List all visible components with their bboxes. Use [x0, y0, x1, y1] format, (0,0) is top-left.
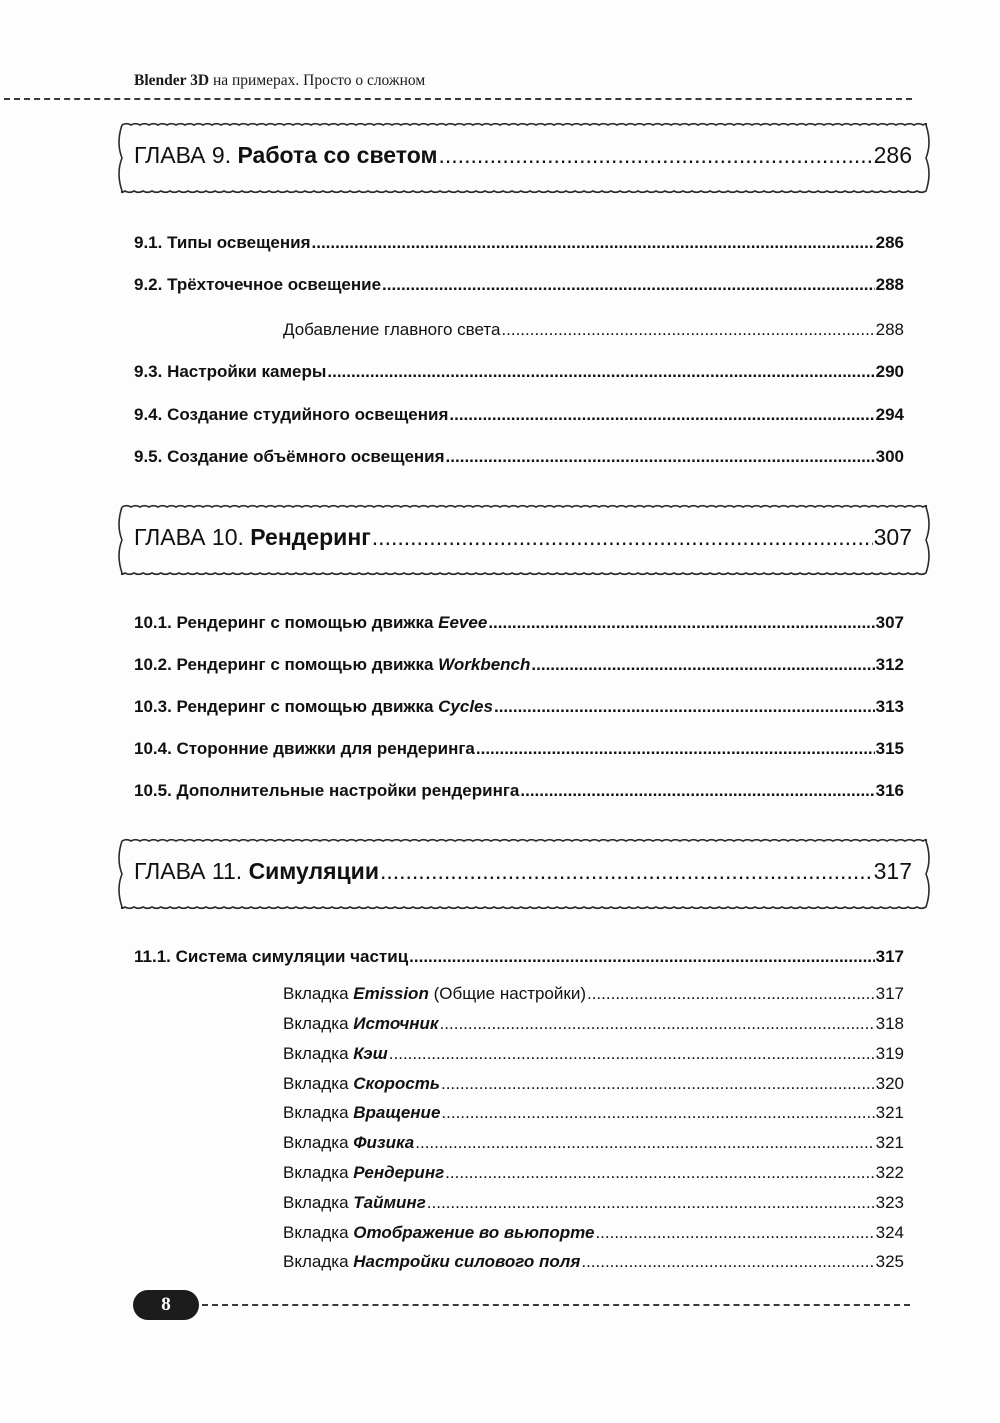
toc-subentry[interactable] [283, 1044, 904, 1064]
toc-entry[interactable] [134, 362, 904, 382]
dot-leader [382, 275, 875, 295]
dot-leader [389, 1044, 875, 1064]
toc-entry[interactable] [134, 781, 904, 801]
entry-page: 294 [875, 405, 904, 424]
entry-page: 325 [875, 1252, 904, 1271]
page-number-badge: 8 [133, 1290, 199, 1320]
entry-title: 9.1. Типы освещения [134, 233, 311, 252]
tab-name: Рендеринг [353, 1163, 445, 1182]
entry-page: 315 [875, 739, 904, 758]
entry-title: Вкладка Отображение во вьюпорте [283, 1223, 595, 1242]
entry-title: 11.1. Система симуляции частиц [134, 947, 409, 966]
toc-entry[interactable] [134, 947, 904, 967]
entry-title: 10.5. Дополнительные настройки рендеринга [134, 781, 520, 800]
entry-page: 323 [875, 1193, 904, 1212]
entry-page: 319 [875, 1044, 904, 1063]
toc-subentry[interactable] [283, 984, 904, 1004]
entry-title: 10.4. Сторонние движки для рендеринга [134, 739, 475, 758]
engine-name: Cycles [438, 697, 493, 716]
entry-title: Вкладка Вращение [283, 1103, 441, 1122]
entry-title: Добавление главного света [283, 320, 501, 339]
entry-title: 9.2. Трёхточечное освещение [134, 275, 382, 294]
toc-entry[interactable] [134, 655, 904, 675]
entry-page: 316 [875, 781, 904, 800]
chapter-prefix: ГЛАВА 10. [134, 524, 244, 550]
entry-page: 290 [875, 362, 904, 381]
dot-leader [415, 1133, 874, 1153]
tab-name: Вращение [353, 1103, 441, 1122]
tab-name: Emission [353, 984, 429, 1003]
chapter-title [134, 524, 371, 551]
chapter-9-box[interactable] [118, 120, 930, 196]
dot-leader [441, 1103, 874, 1123]
entry-title: Вкладка Скорость [283, 1074, 440, 1093]
chapter-page: 307 [873, 524, 912, 550]
toc-entry[interactable] [134, 697, 904, 717]
book-title-rest: на примерах. Просто о сложном [212, 72, 426, 89]
chapter-title [134, 858, 379, 885]
toc-subentry[interactable] [283, 1133, 904, 1153]
dot-leader [587, 984, 875, 1004]
dot-leader [476, 739, 875, 759]
chapter-prefix: ГЛАВА 11. [134, 858, 243, 884]
dot-leader [312, 233, 875, 253]
chapter-prefix: ГЛАВА 9. [134, 142, 232, 168]
entry-title: Вкладка Кэш [283, 1044, 388, 1063]
tab-name: Настройки силового поля [353, 1252, 581, 1271]
toc-entry[interactable] [134, 405, 904, 425]
dot-leader [449, 405, 874, 425]
toc-subentry[interactable] [283, 320, 904, 340]
dot-leader [581, 1252, 874, 1272]
chapter-10-heading [134, 524, 912, 551]
footer-dashed-rule [202, 1304, 910, 1306]
entry-page: 300 [875, 447, 904, 466]
entry-title: 9.5. Создание объёмного освещения [134, 447, 445, 466]
dot-leader [494, 697, 875, 717]
tab-name: Скорость [353, 1074, 440, 1093]
chapter-9-heading [134, 142, 912, 169]
entry-page: 313 [875, 697, 904, 716]
chapter-page: 317 [873, 858, 912, 884]
entry-title: Вкладка Рендеринг [283, 1163, 445, 1182]
dot-leader [488, 613, 874, 633]
chapter-10-box[interactable] [118, 502, 930, 578]
toc-entry[interactable] [134, 739, 904, 759]
dot-leader [439, 142, 873, 169]
entry-page: 288 [875, 320, 904, 339]
chapter-name: Рендеринг [250, 524, 371, 550]
entry-page: 317 [875, 947, 904, 966]
dot-leader [327, 362, 874, 382]
entry-title: Вкладка Emission (Общие настройки) [283, 984, 586, 1003]
dot-leader [441, 1074, 875, 1094]
entry-title: Вкладка Настройки силового поля [283, 1252, 581, 1271]
chapter-page: 286 [873, 142, 912, 168]
entry-title: 9.4. Создание студийного освещения [134, 405, 449, 424]
entry-title: Вкладка Физика [283, 1133, 415, 1152]
entry-title: 10.1. Рендеринг с помощью движка Eevee [134, 613, 488, 632]
entry-title: 9.3. Настройки камеры [134, 362, 327, 381]
chapter-title [134, 142, 438, 169]
entry-page: 321 [875, 1133, 904, 1152]
toc-entry[interactable] [134, 447, 904, 467]
entry-page: 318 [875, 1014, 904, 1033]
toc-subentry[interactable] [283, 1014, 904, 1034]
tab-name: Физика [353, 1133, 415, 1152]
entry-title: Вкладка Тайминг [283, 1193, 426, 1212]
tab-name: Кэш [353, 1044, 388, 1063]
entry-page: 286 [875, 233, 904, 252]
chapter-11-heading [134, 858, 912, 885]
dot-leader [409, 947, 874, 967]
entry-page: 322 [875, 1163, 904, 1182]
entry-page: 312 [875, 655, 904, 674]
tab-name: Тайминг [353, 1193, 426, 1212]
toc-subentry[interactable] [283, 1193, 904, 1213]
engine-name: Workbench [438, 655, 531, 674]
entry-page: 321 [875, 1103, 904, 1122]
toc-entry[interactable] [134, 233, 904, 253]
engine-name: Eevee [438, 613, 488, 632]
chapter-11-box[interactable] [118, 836, 930, 912]
dot-leader [380, 858, 873, 885]
running-header [134, 72, 425, 90]
entry-page: 324 [875, 1223, 904, 1242]
toc-subentry[interactable] [283, 1252, 904, 1272]
entry-page: 320 [875, 1074, 904, 1093]
dot-leader [372, 524, 873, 551]
dot-leader [595, 1223, 874, 1243]
entry-title: Вкладка Источник [283, 1014, 439, 1033]
entry-page: 317 [875, 984, 904, 1003]
toc-subentry[interactable] [283, 1163, 904, 1183]
entry-page: 307 [875, 613, 904, 632]
dot-leader [501, 320, 874, 340]
chapter-name: Работа со светом [237, 142, 438, 168]
entry-page: 288 [875, 275, 904, 294]
toc-entry[interactable] [134, 275, 904, 295]
dot-leader [531, 655, 874, 675]
dot-leader [427, 1193, 875, 1213]
dot-leader [445, 1163, 874, 1183]
chapter-name: Симуляции [248, 858, 379, 884]
toc-entry[interactable] [134, 613, 904, 633]
header-dashed-rule [4, 98, 912, 100]
dot-leader [440, 1014, 875, 1034]
dot-leader [520, 781, 874, 801]
toc-subentry[interactable] [283, 1103, 904, 1123]
dot-leader [446, 447, 875, 467]
tab-name: Источник [353, 1014, 439, 1033]
toc-subentry[interactable] [283, 1223, 904, 1243]
entry-title: 10.2. Рендеринг с помощью движка Workbench [134, 655, 531, 674]
book-title-bold: Blender 3D [134, 72, 210, 89]
entry-title: 10.3. Рендеринг с помощью движка Cycles [134, 697, 493, 716]
tab-name: Отображение во вьюпорте [353, 1223, 595, 1242]
toc-subentry[interactable] [283, 1074, 904, 1094]
